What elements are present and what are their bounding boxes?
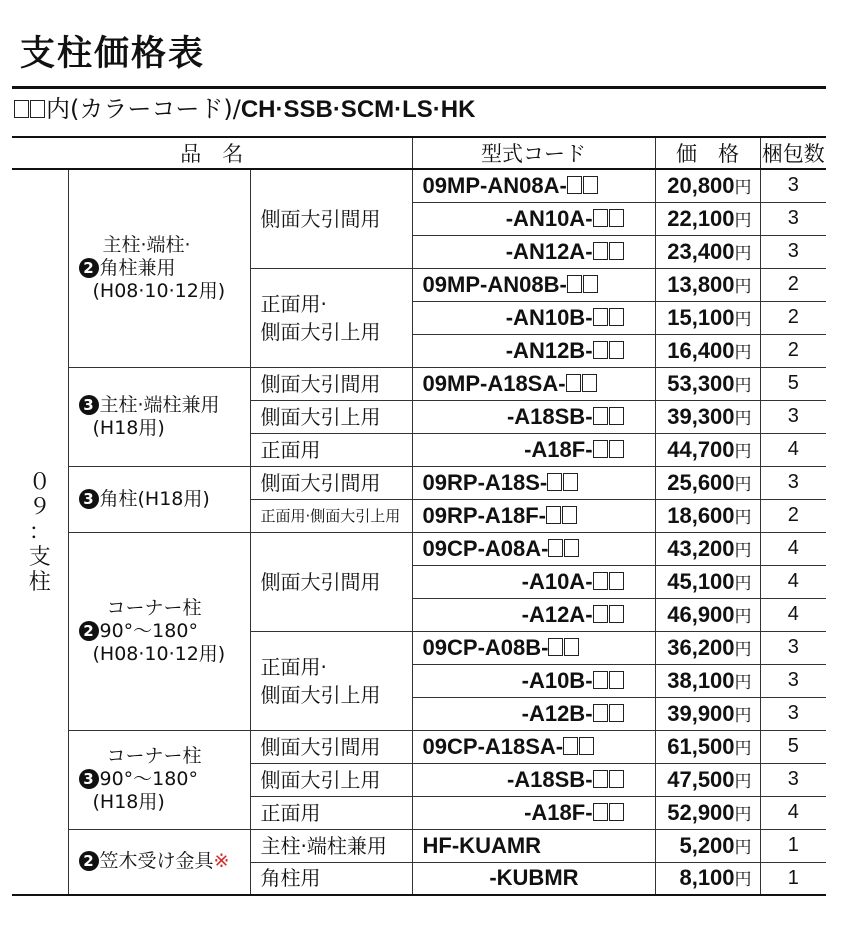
model-code: -AN12B- bbox=[412, 334, 655, 367]
table-row bbox=[12, 367, 826, 400]
model-code: 09MP-AN08A- bbox=[412, 169, 655, 202]
pack-count: 2 bbox=[760, 499, 826, 532]
price-cell: 23,400円 bbox=[655, 235, 760, 268]
pack-count: 5 bbox=[760, 367, 826, 400]
usage-cell: 正面用· 側面大引上用 bbox=[250, 268, 412, 367]
price-cell: 36,200円 bbox=[655, 631, 760, 664]
pack-count: 1 bbox=[760, 829, 826, 862]
usage-cell: 正面用 bbox=[250, 796, 412, 829]
model-code: -AN10A- bbox=[412, 202, 655, 235]
pack-count: 4 bbox=[760, 565, 826, 598]
model-code: -A10B- bbox=[412, 664, 655, 697]
pack-count: 3 bbox=[760, 631, 826, 664]
price-cell: 20,800円 bbox=[655, 169, 760, 202]
usage-cell: 正面用 bbox=[250, 433, 412, 466]
part-number-badge: 2 bbox=[79, 851, 99, 871]
header-pack-count: 梱包数 bbox=[760, 137, 826, 169]
color-placeholder-box bbox=[14, 100, 29, 118]
table-row bbox=[12, 829, 826, 862]
price-cell: 39,900円 bbox=[655, 697, 760, 730]
product-name-main-post-h18: 3 主柱·端柱兼用 (H18用) bbox=[68, 367, 250, 466]
pack-count: 3 bbox=[760, 169, 826, 202]
pack-count: 1 bbox=[760, 862, 826, 895]
pack-count: 4 bbox=[760, 433, 826, 466]
product-name-corner-post: コーナー柱 2 90°～180° (H08·10·12用) bbox=[68, 532, 250, 730]
pack-count: 2 bbox=[760, 301, 826, 334]
pack-count: 3 bbox=[760, 400, 826, 433]
table-row bbox=[12, 169, 826, 202]
pack-count: 4 bbox=[760, 532, 826, 565]
model-code: 09RP-A18F- bbox=[412, 499, 655, 532]
part-number-badge: 3 bbox=[79, 769, 99, 789]
usage-cell: 側面大引間用 bbox=[250, 169, 412, 268]
usage-cell: 角柱用 bbox=[250, 862, 412, 895]
category-cell: ０ ９ ： 支 柱 bbox=[12, 169, 68, 895]
model-code: -A18F- bbox=[412, 796, 655, 829]
pack-count: 4 bbox=[760, 796, 826, 829]
part-number-badge: 2 bbox=[79, 258, 99, 278]
table-header-row bbox=[12, 137, 826, 169]
header-price: 価 格 bbox=[655, 137, 760, 169]
model-code: 09RP-A18S- bbox=[412, 466, 655, 499]
model-code: 09MP-AN08B- bbox=[412, 268, 655, 301]
usage-cell: 主柱·端柱兼用 bbox=[250, 829, 412, 862]
model-code: -AN10B- bbox=[412, 301, 655, 334]
model-code: -A12A- bbox=[412, 598, 655, 631]
product-name-square-post: 3 角柱(H18用) bbox=[68, 466, 250, 532]
model-code: -AN12A- bbox=[412, 235, 655, 268]
price-cell: 25,600円 bbox=[655, 466, 760, 499]
model-code: -A18SB- bbox=[412, 763, 655, 796]
price-cell: 18,600円 bbox=[655, 499, 760, 532]
price-cell: 15,100円 bbox=[655, 301, 760, 334]
pack-count: 3 bbox=[760, 763, 826, 796]
model-code: 09MP-A18SA- bbox=[412, 367, 655, 400]
header-model-code: 型式コード bbox=[412, 137, 655, 169]
price-cell: 46,900円 bbox=[655, 598, 760, 631]
pack-count: 2 bbox=[760, 268, 826, 301]
pack-count: 5 bbox=[760, 730, 826, 763]
title-rule bbox=[12, 86, 826, 89]
table-row bbox=[12, 532, 826, 565]
price-cell: 45,100円 bbox=[655, 565, 760, 598]
pack-count: 2 bbox=[760, 334, 826, 367]
table-row bbox=[12, 730, 826, 763]
product-name-corner-post-h18: コーナー柱 3 90°～180° (H18用) bbox=[68, 730, 250, 829]
header-product-name: 品 名 bbox=[12, 137, 412, 169]
price-cell: 43,200円 bbox=[655, 532, 760, 565]
usage-cell: 側面大引間用 bbox=[250, 367, 412, 400]
color-placeholder-box bbox=[30, 100, 45, 118]
part-number-badge: 3 bbox=[79, 395, 99, 415]
part-number-badge: 2 bbox=[79, 621, 99, 641]
usage-cell: 正面用·側面大引上用 bbox=[250, 499, 412, 532]
price-cell: 39,300円 bbox=[655, 400, 760, 433]
price-cell: 53,300円 bbox=[655, 367, 760, 400]
pack-count: 3 bbox=[760, 202, 826, 235]
usage-cell: 側面大引上用 bbox=[250, 763, 412, 796]
model-code: -A12B- bbox=[412, 697, 655, 730]
usage-cell: 側面大引間用 bbox=[250, 730, 412, 763]
model-code: -A18SB- bbox=[412, 400, 655, 433]
usage-cell: 側面大引間用 bbox=[250, 532, 412, 631]
price-cell: 5,200円 bbox=[655, 829, 760, 862]
product-name-kasagi-bracket: 2 笠木受け金具※ bbox=[68, 829, 250, 895]
note-mark: ※ bbox=[213, 850, 230, 873]
price-cell: 22,100円 bbox=[655, 202, 760, 235]
price-cell: 8,100円 bbox=[655, 862, 760, 895]
price-table bbox=[12, 136, 826, 896]
price-cell: 16,400円 bbox=[655, 334, 760, 367]
price-cell: 44,700円 bbox=[655, 433, 760, 466]
part-number-badge: 3 bbox=[79, 489, 99, 509]
model-code: -KUBMR bbox=[412, 862, 655, 895]
table-row bbox=[12, 466, 826, 499]
pack-count: 3 bbox=[760, 664, 826, 697]
product-name-main-post: 主柱·端柱· 2 角柱兼用 (H08·10·12用) bbox=[68, 169, 250, 367]
pack-count: 3 bbox=[760, 466, 826, 499]
model-code: -A10A- bbox=[412, 565, 655, 598]
color-code-note bbox=[14, 94, 475, 125]
price-cell: 47,500円 bbox=[655, 763, 760, 796]
usage-cell: 側面大引間用 bbox=[250, 466, 412, 499]
model-code: -A18F- bbox=[412, 433, 655, 466]
price-cell: 38,100円 bbox=[655, 664, 760, 697]
page-title: 支柱価格表 bbox=[20, 34, 206, 74]
price-cell: 52,900円 bbox=[655, 796, 760, 829]
price-cell: 61,500円 bbox=[655, 730, 760, 763]
model-code: 09CP-A18SA- bbox=[412, 730, 655, 763]
pack-count: 3 bbox=[760, 697, 826, 730]
usage-cell: 側面大引上用 bbox=[250, 400, 412, 433]
usage-cell: 正面用· 側面大引上用 bbox=[250, 631, 412, 730]
model-code: HF-KUAMR bbox=[412, 829, 655, 862]
model-code: 09CP-A08B- bbox=[412, 631, 655, 664]
pack-count: 3 bbox=[760, 235, 826, 268]
color-code-prefix: 内(カラーコード)/ bbox=[46, 95, 241, 123]
color-code-list: CH·SSB·SCM·LS·HK bbox=[240, 96, 476, 123]
model-code: 09CP-A08A- bbox=[412, 532, 655, 565]
price-cell: 13,800円 bbox=[655, 268, 760, 301]
pack-count: 4 bbox=[760, 598, 826, 631]
